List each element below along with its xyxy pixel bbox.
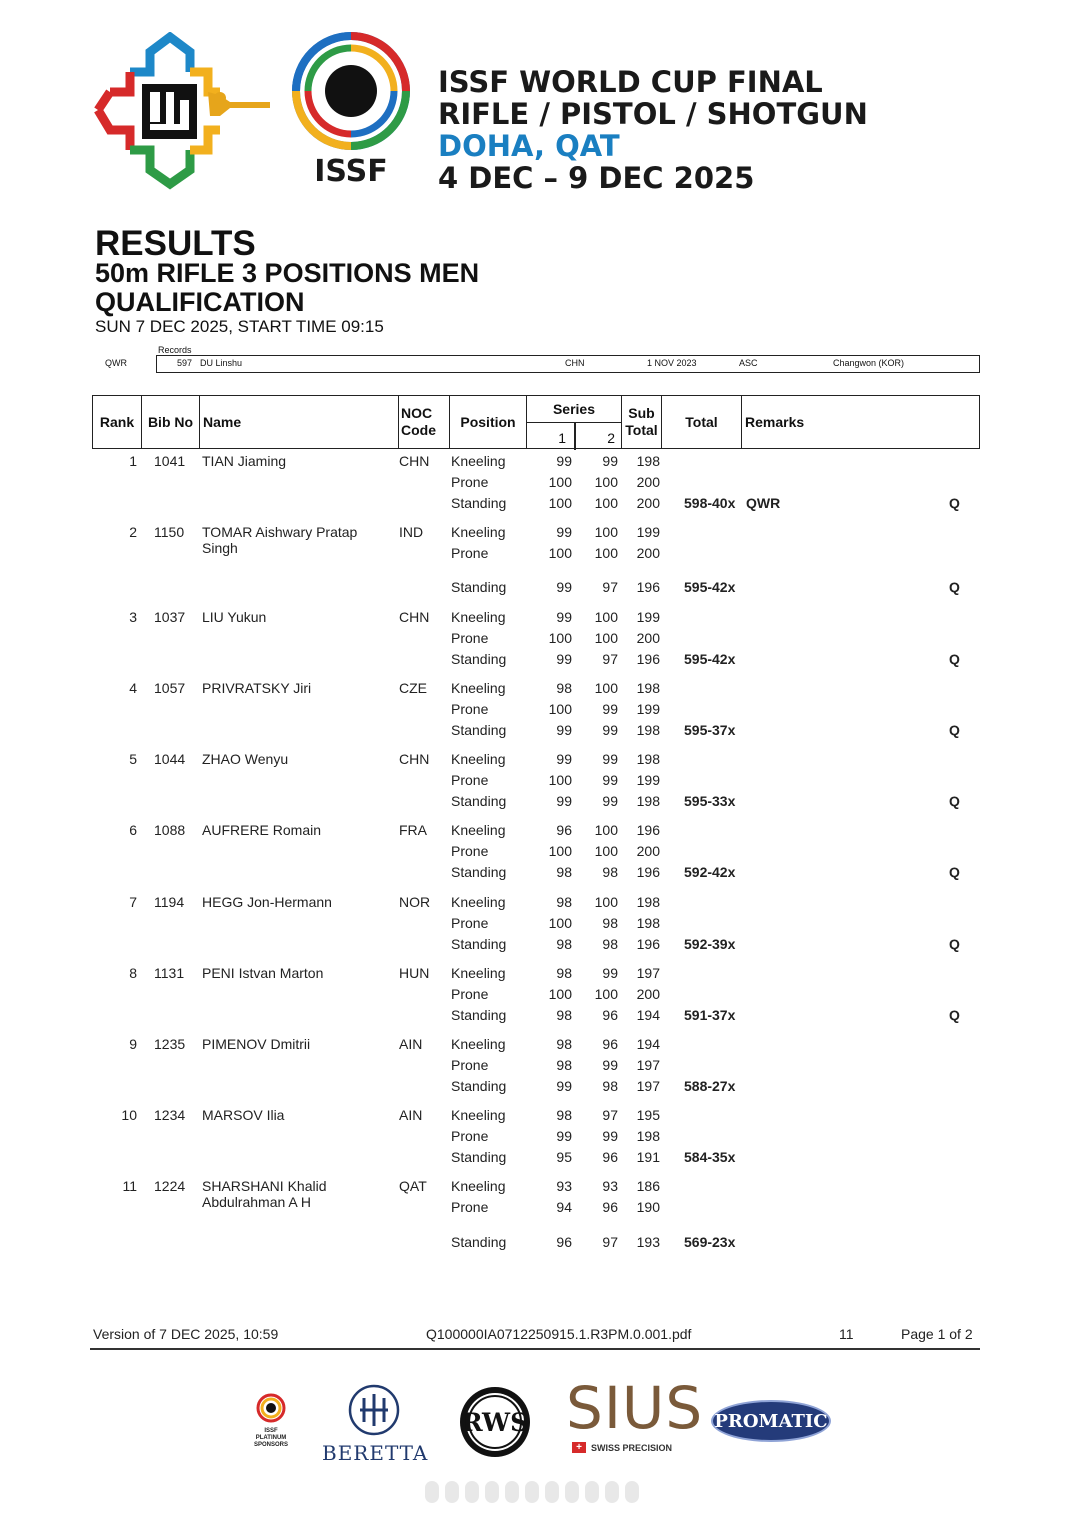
subtotal-cell: 195 <box>636 1107 660 1123</box>
position-cell: Prone <box>451 986 489 1002</box>
series-1-cell: 99 <box>556 651 572 667</box>
series-1-cell: 98 <box>556 1057 572 1073</box>
subtotal-cell: 198 <box>636 453 660 469</box>
series-2-cell: 99 <box>602 701 618 717</box>
series-1-cell: 98 <box>556 936 572 952</box>
position-line <box>92 1128 980 1148</box>
position-cell: Kneeling <box>451 609 506 625</box>
watermark <box>425 1478 640 1506</box>
rank-cell: 7 <box>129 894 137 910</box>
series-2-cell: 100 <box>594 822 618 838</box>
bib-cell: 1057 <box>154 680 186 696</box>
issf-small-target-icon <box>256 1393 286 1423</box>
platinum-text-2: PLATINUM <box>255 1435 287 1441</box>
series-1-cell: 98 <box>556 680 572 696</box>
platinum-text-1: ISSF <box>264 1428 278 1434</box>
series-1-cell: 98 <box>556 894 572 910</box>
series-1-cell: 93 <box>556 1178 572 1194</box>
series-1-cell: 99 <box>556 793 572 809</box>
qualified-mark: Q <box>949 651 960 667</box>
series-1-cell: 100 <box>548 545 572 561</box>
series-1-cell: 99 <box>556 524 572 540</box>
sius-logo <box>566 1374 704 1453</box>
header-noc <box>399 396 450 448</box>
position-cell: Kneeling <box>451 1036 506 1052</box>
rank-cell: 11 <box>122 1178 137 1194</box>
subtotal-cell: 200 <box>636 474 660 490</box>
subtotal-cell: 199 <box>636 524 660 540</box>
name-cell: HEGG Jon-Hermann <box>202 894 332 910</box>
records-type: QWR <box>105 358 127 368</box>
position-cell: Prone <box>451 915 489 931</box>
header-subtotal <box>622 396 662 448</box>
series-1-cell: 100 <box>548 701 572 717</box>
series-1-cell: 99 <box>556 751 572 767</box>
name-cell: ZHAO Wenyu <box>202 751 289 767</box>
position-line <box>92 609 980 629</box>
position-cell: Kneeling <box>451 524 506 540</box>
host-logo <box>90 32 270 190</box>
series-1-cell: 99 <box>556 609 572 625</box>
total-cell: 592-42x <box>684 864 736 880</box>
position-line <box>92 915 980 935</box>
series-2-cell: 99 <box>602 722 618 738</box>
total-cell: 569-23x <box>684 1234 736 1250</box>
rank-cell: 4 <box>129 680 137 696</box>
total-cell: 598-40x <box>684 495 736 511</box>
series-2-cell: 99 <box>602 751 618 767</box>
series-2-cell: 93 <box>602 1178 618 1194</box>
series-1-cell: 95 <box>556 1149 572 1165</box>
subtotal-cell: 197 <box>636 965 660 981</box>
position-line <box>92 630 980 650</box>
noc-cell: CZE <box>399 680 427 696</box>
subtotal-cell: 194 <box>636 1007 660 1023</box>
total-cell: 595-37x <box>684 722 736 738</box>
position-line <box>92 1036 980 1056</box>
noc-cell: AIN <box>399 1036 423 1052</box>
noc-cell: IND <box>399 524 424 540</box>
header-series-numbers <box>527 422 621 450</box>
position-cell: Prone <box>451 630 489 646</box>
subtotal-cell: 196 <box>636 864 660 880</box>
subtotal-cell: 196 <box>636 579 660 595</box>
series-1-cell: 94 <box>556 1199 572 1215</box>
position-cell: Kneeling <box>451 965 506 981</box>
position-line <box>92 986 980 1006</box>
position-line <box>92 579 980 599</box>
position-cell: Standing <box>451 1234 507 1250</box>
rank-cell: 9 <box>129 1036 137 1052</box>
position-cell: Standing <box>451 864 507 880</box>
series-2-cell: 100 <box>594 680 618 696</box>
series-2-cell: 96 <box>602 1149 618 1165</box>
position-line <box>92 1199 980 1219</box>
series-1-cell: 100 <box>548 986 572 1002</box>
series-2-cell: 98 <box>602 1078 618 1094</box>
record-event-code: ASC <box>739 358 758 368</box>
header-series-2: 2 <box>607 430 615 446</box>
series-2-cell: 98 <box>602 915 618 931</box>
header-name: Name <box>200 396 399 448</box>
subtotal-cell: 191 <box>636 1149 660 1165</box>
position-cell: Prone <box>451 545 489 561</box>
position-cell: Prone <box>451 1128 489 1144</box>
series-2-cell: 96 <box>602 1007 618 1023</box>
series-2-cell: 98 <box>602 936 618 952</box>
position-cell: Kneeling <box>451 1178 506 1194</box>
beretta-logo <box>322 1384 429 1465</box>
series-1-cell: 100 <box>548 495 572 511</box>
remarks-cell: QWR <box>746 495 781 511</box>
series-1-cell: 98 <box>556 1107 572 1123</box>
noc-cell: CHN <box>399 751 430 767</box>
total-cell: 595-42x <box>684 651 736 667</box>
series-2-cell: 100 <box>594 986 618 1002</box>
issf-platinum-sponsors-logo <box>248 1393 294 1449</box>
position-line <box>92 772 980 792</box>
rws-text: RWS <box>461 1408 529 1437</box>
subtotal-cell: 199 <box>636 701 660 717</box>
subtotal-cell: 198 <box>636 894 660 910</box>
qualified-mark: Q <box>949 864 960 880</box>
header-remarks: Remarks <box>745 414 805 430</box>
event-city: DOHA, QAT <box>438 129 620 163</box>
series-2-cell: 99 <box>602 1057 618 1073</box>
position-line <box>92 722 980 742</box>
position-cell: Prone <box>451 772 489 788</box>
name-cell: LIU Yukun <box>202 609 267 625</box>
series-2-cell: 96 <box>602 1199 618 1215</box>
series-2-cell: 100 <box>594 843 618 859</box>
series-1-cell: 98 <box>556 1007 572 1023</box>
series-2-cell: 97 <box>602 579 618 595</box>
position-cell: Prone <box>451 1057 489 1073</box>
noc-cell: FRA <box>399 822 427 838</box>
bib-cell: 1150 <box>154 524 185 540</box>
document-title: RESULTS <box>95 224 256 263</box>
qualified-mark: Q <box>949 579 960 595</box>
position-line <box>92 793 980 813</box>
noc-cell: NOR <box>399 894 431 910</box>
page-footer <box>93 1326 979 1346</box>
position-cell: Prone <box>451 701 489 717</box>
position-line <box>92 822 980 842</box>
position-cell: Kneeling <box>451 453 506 469</box>
position-line <box>92 864 980 884</box>
series-2-cell: 99 <box>602 1128 618 1144</box>
header-rank: Rank <box>93 396 142 448</box>
series-1-cell: 98 <box>556 864 572 880</box>
subtotal-cell: 200 <box>636 495 660 511</box>
header-sub-1: Sub <box>628 405 655 421</box>
series-1-cell: 100 <box>548 630 572 646</box>
subtotal-cell: 198 <box>636 751 660 767</box>
total-cell: 592-39x <box>684 936 736 952</box>
subtotal-cell: 194 <box>636 1036 660 1052</box>
subtotal-cell: 197 <box>636 1057 660 1073</box>
series-1-cell: 100 <box>548 772 572 788</box>
footer-code: 11 <box>839 1326 854 1342</box>
total-cell: 584-35x <box>684 1149 736 1165</box>
series-1-cell: 99 <box>556 722 572 738</box>
name-cell: SHARSHANI Khalid <box>202 1178 327 1194</box>
name-cell: PRIVRATSKY Jiri <box>202 680 312 696</box>
record-holder: DU Linshu <box>200 358 243 368</box>
subtotal-cell: 198 <box>636 793 660 809</box>
bib-cell: 1234 <box>154 1107 186 1123</box>
footer-version: Version of 7 DEC 2025, 10:59 <box>93 1326 279 1342</box>
sius-tagline: SWISS PRECISION <box>590 1442 672 1453</box>
bib-cell: 1044 <box>154 751 186 767</box>
position-cell: Kneeling <box>451 894 506 910</box>
results-table-header <box>92 395 980 449</box>
subtotal-cell: 198 <box>636 722 660 738</box>
promatic-text: PROMATIC <box>714 1410 828 1432</box>
promatic-logo <box>711 1400 831 1442</box>
qualified-mark: Q <box>949 793 960 809</box>
subtotal-cell: 196 <box>636 651 660 667</box>
series-2-cell: 98 <box>602 864 618 880</box>
position-line <box>92 1149 980 1169</box>
series-1-cell: 99 <box>556 1078 572 1094</box>
subtotal-cell: 196 <box>636 822 660 838</box>
header-series <box>527 396 622 448</box>
position-line <box>92 894 980 914</box>
issf-target-icon <box>290 30 412 152</box>
series-2-cell: 99 <box>602 772 618 788</box>
subtotal-cell: 197 <box>636 1078 660 1094</box>
rank-cell: 8 <box>129 965 137 981</box>
position-cell: Standing <box>451 579 507 595</box>
header-total: Total <box>662 396 742 448</box>
position-line <box>92 1057 980 1077</box>
subtotal-cell: 198 <box>636 915 660 931</box>
position-line <box>92 1234 980 1254</box>
position-line <box>92 524 980 544</box>
issf-logo <box>290 30 412 190</box>
header-position: Position <box>450 396 527 448</box>
series-2-cell: 100 <box>594 609 618 625</box>
qualified-mark: Q <box>949 722 960 738</box>
series-2-cell: 97 <box>602 651 618 667</box>
rank-cell: 5 <box>129 751 137 767</box>
name-cell: AUFRERE Romain <box>202 822 322 838</box>
series-1-cell: 98 <box>556 965 572 981</box>
subtotal-cell: 193 <box>636 1234 660 1250</box>
series-2-cell: 96 <box>602 1036 618 1052</box>
subtotal-cell: 199 <box>636 609 660 625</box>
series-2-cell: 100 <box>594 524 618 540</box>
position-line <box>92 1178 980 1198</box>
series-1-cell: 100 <box>548 843 572 859</box>
series-2-cell: 99 <box>602 793 618 809</box>
series-2-cell: 99 <box>602 965 618 981</box>
series-1-cell: 99 <box>556 1128 572 1144</box>
subtotal-cell: 200 <box>636 843 660 859</box>
subtotal-cell: 200 <box>636 545 660 561</box>
name-cell: TIAN Jiaming <box>202 453 287 469</box>
subtotal-cell: 198 <box>636 680 660 696</box>
position-line <box>92 936 980 956</box>
position-cell: Kneeling <box>451 680 506 696</box>
position-line <box>92 1107 980 1127</box>
header-noc-1: NOC <box>401 405 433 421</box>
bib-cell: 1037 <box>154 609 186 625</box>
footer-page: Page 1 of 2 <box>901 1326 973 1342</box>
swiss-flag-icon: + <box>572 1442 586 1453</box>
name-cell: PENI Istvan Marton <box>202 965 324 981</box>
series-1-cell: 96 <box>556 1234 572 1250</box>
bib-cell: 1041 <box>154 453 186 469</box>
header-sub-2: Total <box>625 422 658 438</box>
series-2-cell: 99 <box>602 453 618 469</box>
footer-divider <box>90 1348 980 1350</box>
position-cell: Standing <box>451 793 507 809</box>
beretta-text: BERETTA <box>322 1441 429 1465</box>
footer-file: Q100000IA0712250915.1.R3PM.0.001.pdf <box>426 1326 692 1342</box>
qualified-mark: Q <box>949 1007 960 1023</box>
series-2-cell: 100 <box>594 630 618 646</box>
sius-text: SIUS <box>566 1374 704 1442</box>
position-cell: Standing <box>451 651 507 667</box>
series-2-cell: 100 <box>594 495 618 511</box>
subtotal-cell: 186 <box>636 1178 660 1194</box>
record-date: 1 NOV 2023 <box>647 358 697 368</box>
event-line-2: RIFLE / PISTOL / SHOTGUN <box>438 97 868 131</box>
header-bib: Bib No <box>142 396 200 448</box>
position-line <box>92 751 980 771</box>
header-noc-2: Code <box>401 422 436 438</box>
bib-cell: 1088 <box>154 822 186 838</box>
position-line <box>92 965 980 985</box>
series-1-cell: 99 <box>556 453 572 469</box>
subtotal-cell: 198 <box>636 1128 660 1144</box>
rws-logo <box>457 1384 533 1460</box>
subtotal-cell: 199 <box>636 772 660 788</box>
noc-cell: HUN <box>399 965 430 981</box>
series-2-cell: 97 <box>602 1107 618 1123</box>
record-place: Changwon (KOR) <box>833 358 905 368</box>
date-line: SUN 7 DEC 2025, START TIME 09:15 <box>95 317 384 336</box>
series-1-cell: 100 <box>548 915 572 931</box>
position-line <box>92 495 980 515</box>
event-line-1: ISSF WORLD CUP FINAL <box>438 65 823 99</box>
position-line <box>92 651 980 671</box>
records-box <box>156 355 980 373</box>
event-phase: QUALIFICATION <box>95 287 305 317</box>
position-cell: Kneeling <box>451 1107 506 1123</box>
total-cell: 595-33x <box>684 793 736 809</box>
issf-logo-text: ISSF <box>314 154 388 189</box>
subtotal-cell: 200 <box>636 986 660 1002</box>
subtotal-cell: 196 <box>636 936 660 952</box>
position-line <box>92 545 980 565</box>
series-1-cell: 100 <box>548 474 572 490</box>
position-cell: Standing <box>451 1149 507 1165</box>
series-2-cell: 100 <box>594 474 618 490</box>
event-title <box>438 66 868 194</box>
event-heading <box>95 259 479 317</box>
position-line <box>92 474 980 494</box>
position-cell: Kneeling <box>451 822 506 838</box>
position-line <box>92 1078 980 1098</box>
rank-cell: 6 <box>129 822 137 838</box>
name-cell: Abdulrahman A H <box>202 1194 311 1210</box>
position-cell: Standing <box>451 495 507 511</box>
bib-cell: 1131 <box>154 965 185 981</box>
series-2-cell: 100 <box>594 894 618 910</box>
name-cell: Singh <box>202 540 238 556</box>
qualified-mark: Q <box>949 936 960 952</box>
platinum-text-3: SPONSORS <box>253 1442 288 1448</box>
record-score: 597 <box>177 358 193 368</box>
bib-cell: 1235 <box>154 1036 186 1052</box>
position-cell: Kneeling <box>451 751 506 767</box>
position-cell: Standing <box>451 936 507 952</box>
position-cell: Standing <box>451 1078 507 1094</box>
position-line <box>92 1007 980 1027</box>
records-label: Records <box>158 345 192 355</box>
position-line <box>92 701 980 721</box>
position-cell: Prone <box>451 843 489 859</box>
subtotal-cell: 190 <box>636 1199 660 1215</box>
record-noc: CHN <box>565 358 585 368</box>
bib-cell: 1224 <box>154 1178 186 1194</box>
beretta-emblem-icon <box>346 1384 402 1436</box>
position-cell: Standing <box>451 722 507 738</box>
name-cell: PIMENOV Dmitrii <box>202 1036 311 1052</box>
rank-cell: 3 <box>129 609 137 625</box>
series-2-cell: 97 <box>602 1234 618 1250</box>
total-cell: 595-42x <box>684 579 736 595</box>
subtotal-cell: 200 <box>636 630 660 646</box>
total-cell: 588-27x <box>684 1078 736 1094</box>
rank-cell: 1 <box>129 453 137 469</box>
position-line <box>92 453 980 473</box>
name-cell: TOMAR Aishwary Pratap <box>202 524 358 540</box>
header-series-label: Series <box>552 401 596 417</box>
noc-cell: CHN <box>399 453 430 469</box>
position-line <box>92 843 980 863</box>
rank-cell: 2 <box>129 524 137 540</box>
series-1-cell: 98 <box>556 1036 572 1052</box>
noc-cell: AIN <box>399 1107 423 1123</box>
series-2-cell: 100 <box>594 545 618 561</box>
series-1-cell: 96 <box>556 822 572 838</box>
qualified-mark: Q <box>949 495 960 511</box>
series-1-cell: 99 <box>556 579 572 595</box>
rank-cell: 10 <box>121 1107 137 1123</box>
position-cell: Prone <box>451 1199 489 1215</box>
event-name: 50m RIFLE 3 POSITIONS MEN <box>95 258 480 288</box>
position-cell: Prone <box>451 474 489 490</box>
name-cell: MARSOV Ilia <box>202 1107 285 1123</box>
event-dates: 4 DEC – 9 DEC 2025 <box>438 161 755 195</box>
total-cell: 591-37x <box>684 1007 736 1023</box>
bib-cell: 1194 <box>154 894 185 910</box>
noc-cell: CHN <box>399 609 430 625</box>
position-line <box>92 680 980 700</box>
position-cell: Standing <box>451 1007 507 1023</box>
header-series-1: 1 <box>558 430 566 446</box>
noc-cell: QAT <box>399 1178 427 1194</box>
